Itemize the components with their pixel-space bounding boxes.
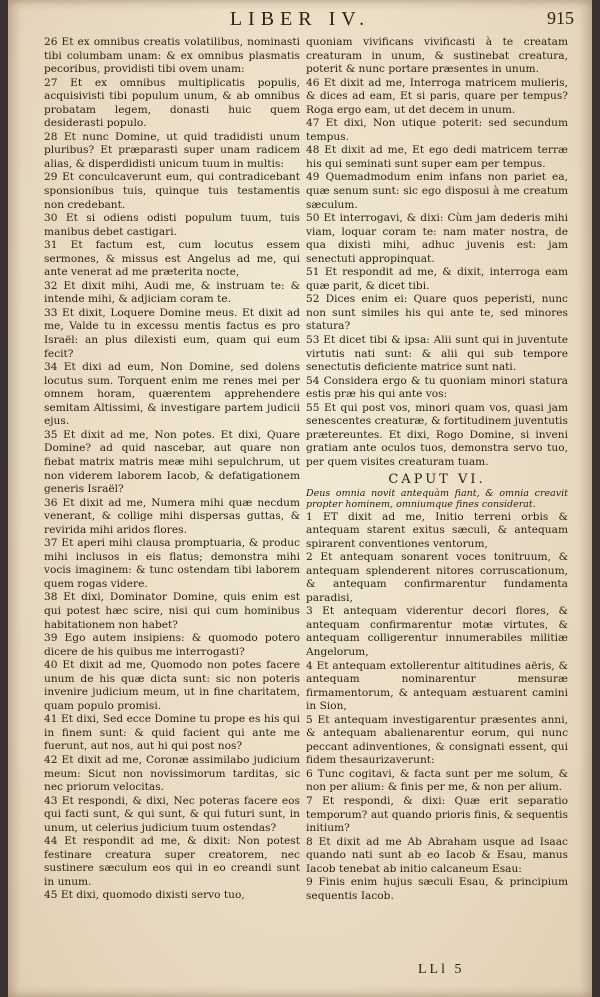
chapter-summary: Deus omnia novit antequàm fiant, & omnia creavit propter hominem, omniumque fines considerat. <box>306 487 568 510</box>
left-column <box>44 36 300 966</box>
verse: 32 Et dixit mihi, Audi me, & instruam te: & intende mihi, & adjiciam coram te. <box>44 279 300 306</box>
verse: 6 Tunc cogitavi, & facta sunt per me solum, & non per alium: & finis per me, & non per alium. <box>306 767 568 794</box>
verse: 51 Et respondit ad me, & dixit, interroga eam quæ parit, & dicet tibi. <box>306 266 568 292</box>
verse: 26 Et ex omnibus creatis volatilibus, nominasti tibi columbam unam: & ex omnibus plasmatis pecoribus, providisti tibi ovem unam: <box>44 36 300 76</box>
verse: 27 Et ex omnibus multiplicatis populis, acquisivisti tibi populum unum, & ab omnibus probatam legem, donasti huic quem desiderasti populo. <box>44 76 300 130</box>
verse: 55 Et qui post vos, minori quam vos, quasi jam senescentes creaturæ, & fortitudinem juventutis prætereuntes. Et dixi, Rogo Domine, si inveni gratiam ante oculos tuos, demonstra servo tuo, per quem visites creaturam tuam. <box>306 401 568 468</box>
verse: 50 Et interrogavi, & dixi: Cùm jam dederis mihi viam, loquar coram te: nam mater nostra, de qua dixisti mihi, adhuc juvenis est: jam senectuti appropinquat. <box>306 212 568 265</box>
verse: 46 Et dixit ad me, Interroga matricem mulieris, & dices ad eam, Et si paris, quare per tempus? Roga ergo eam, ut det decem in unum. <box>306 76 568 116</box>
verse: 2 Et antequam sonarent voces tonitruum, & antequam splenderent nitores corruscationum, & antequam confirmarentur fundamenta paradisi, <box>306 551 568 604</box>
verse: 44 Et respondit ad me, & dixit: Non potest festinare creatura super creatorem, nec sustinere sæculum eos qui in eo creandi sunt in unum. <box>44 835 300 888</box>
running-head: LIBER IV. <box>229 8 371 30</box>
right-column <box>306 36 568 966</box>
verse: 33 Et dixit, Loquere Domine meus. Et dixit ad me, Valde tu in excessu mentis factus es pro Israël: an plus dilexisti eum, quam qui eum fecit? <box>44 306 300 360</box>
page-number: 915 <box>547 8 574 28</box>
verse: 43 Et respondi, & dixi, Nec poteras facere eos qui facti sunt, & qui sunt, & qui futuri sunt, in unum, ut celerius judicium tuum ostendas? <box>44 794 300 834</box>
verse: 3 Et antequam viderentur decori flores, & antequam confirmarentur motæ virtutes, & antequam colligerentur innumerabiles militiæ Angelorum, <box>306 605 568 658</box>
verse: 4 Et antequam extollerentur altitudines aëris, & antequam nominarentur mensuræ firmamentorum, & antequam æstuarent camini in Sion, <box>306 659 568 713</box>
verse: 1 ET dixit ad me, Initio terreni orbis & antequam starent exitus sæculi, & antequam spirarent conventiones ventorum, <box>306 510 568 550</box>
verse: 45 Et dixi, quomodo dixisti servo tuo, <box>44 889 245 902</box>
verse: 47 Et dixi, Non utique poterit: sed secundum tempus. <box>306 117 568 143</box>
verse: 5 Et antequam investigarentur præsentes anni, & antequam abalienarentur eorum, qui nunc peccant adinventiones, & consignati essent, qui fidem thesaurizaverunt: <box>306 713 568 767</box>
verse: 35 Et dixit ad me, Non potes. Et dixi, Quare Domine? ad quid nascebar, aut quare non fiebat matrix matris meæ mihi sepulchrum, ut non viderem laborem Iacob, & defatigationem generis Israël? <box>44 428 300 496</box>
verse: 39 Ego autem insipiens: & quomodo potero dicere de his quibus me interrogasti? <box>44 632 300 658</box>
verse: 53 Et dicet tibi & ipsa: Alii sunt qui in juventute virtutis nati sunt: & alii qui sub tempore senectutis deficiente matrice sunt nati. <box>306 334 568 374</box>
verse: 40 Et dixit ad me, Quomodo non potes facere unum de his quæ dicta sunt: sic non poteris invenire judicium meum, ut in fine charitatem, quam populo promisi. <box>44 659 300 712</box>
verse: 42 Et dixit ad me, Coronæ assimilabo judicium meum: Sicut non novissimorum tarditas, sic nec priorum velocitas. <box>44 753 300 794</box>
verse: 48 Et dixit ad me, Et ego dedi matricem terræ his qui seminati sunt super eam per tempus. <box>306 144 568 170</box>
verse: 9 Finis enim hujus sæculi Esau, & principium sequentis Iacob. <box>306 876 568 902</box>
verse: 30 Et si odiens odisti populum tuum, tuis manibus debet castigari. <box>44 212 300 238</box>
verse: 8 Et dixit ad me Ab Abraham usque ad Isaac quando nati sunt ab eo Iacob & Esau, manus Iacob tenebat ab initio calcaneum Esau: <box>306 835 568 875</box>
book-page <box>8 0 592 997</box>
verse: 7 Et respondi, & dixi: Quæ erit separatio temporum? aut quando prioris finis, & sequentis initium? <box>306 794 568 835</box>
verse: 52 Dices enim ei: Quare quos peperisti, nunc non sunt similes his qui ante te, sed minores statura? <box>306 293 568 333</box>
signature-mark: LLl 5 <box>418 962 465 977</box>
verse: 29 Et conculcaverunt eum, qui contradicebant sponsionibus tuis, quinque tuis testamentis non credebant. <box>44 171 300 211</box>
verse: 31 Et factum est, cum locutus essem sermones, & missus est Angelus ad me, qui ante venerat ad me præterita nocte, <box>44 239 300 279</box>
verse: 36 Et dixit ad me, Numera mihi quæ necdum venerant, & collige mihi dispersas guttas, & revirida mihi aridos flores. <box>44 496 300 536</box>
verse: quoniam vivificans vivificasti à te creatam creaturam in unum, & sustinebat creatura, poterit & nunc portare præsentes in unum. <box>306 36 568 76</box>
verse: 38 Et dixi, Dominator Domine, quis enim est qui potest hæc scire, nisi qui cum hominibus habitationem non habet? <box>44 591 300 631</box>
verse: 41 Et dixi, Sed ecce Domine tu prope es his qui in finem sunt: & quid facient qui ante me fuerunt, aut nos, aut hi qui post nos? <box>44 713 300 753</box>
chapter-heading: CAPUT VI. <box>388 471 486 487</box>
verse: 54 Considera ergo & tu quoniam minori statura estis præ his qui ante vos: <box>306 374 568 401</box>
page-header <box>8 6 592 34</box>
verse: 49 Quemadmodum enim infans non pariet ea, quæ senum sunt: sic ego disposui à me creatum sæculum. <box>306 171 568 211</box>
verse: 37 Et aperi mihi clausa promptuaria, & produc mihi inclusos in eis flatus; demonstra mihi vocis imaginem: & tunc ostendam tibi laborem quem rogas videre. <box>44 537 300 590</box>
verse: 28 Et nunc Domine, ut quid tradidisti unum pluribus? Et præparasti super unam radicem alias, & disperdidisti unicum tuum in multis: <box>44 130 300 170</box>
verse: 34 Et dixi ad eum, Non Domine, sed dolens locutus sum. Torquent enim me renes mei per omnem horam, quærentem apprehendere semitam Altissimi, & investigare partem judicii ejus. <box>44 361 300 428</box>
